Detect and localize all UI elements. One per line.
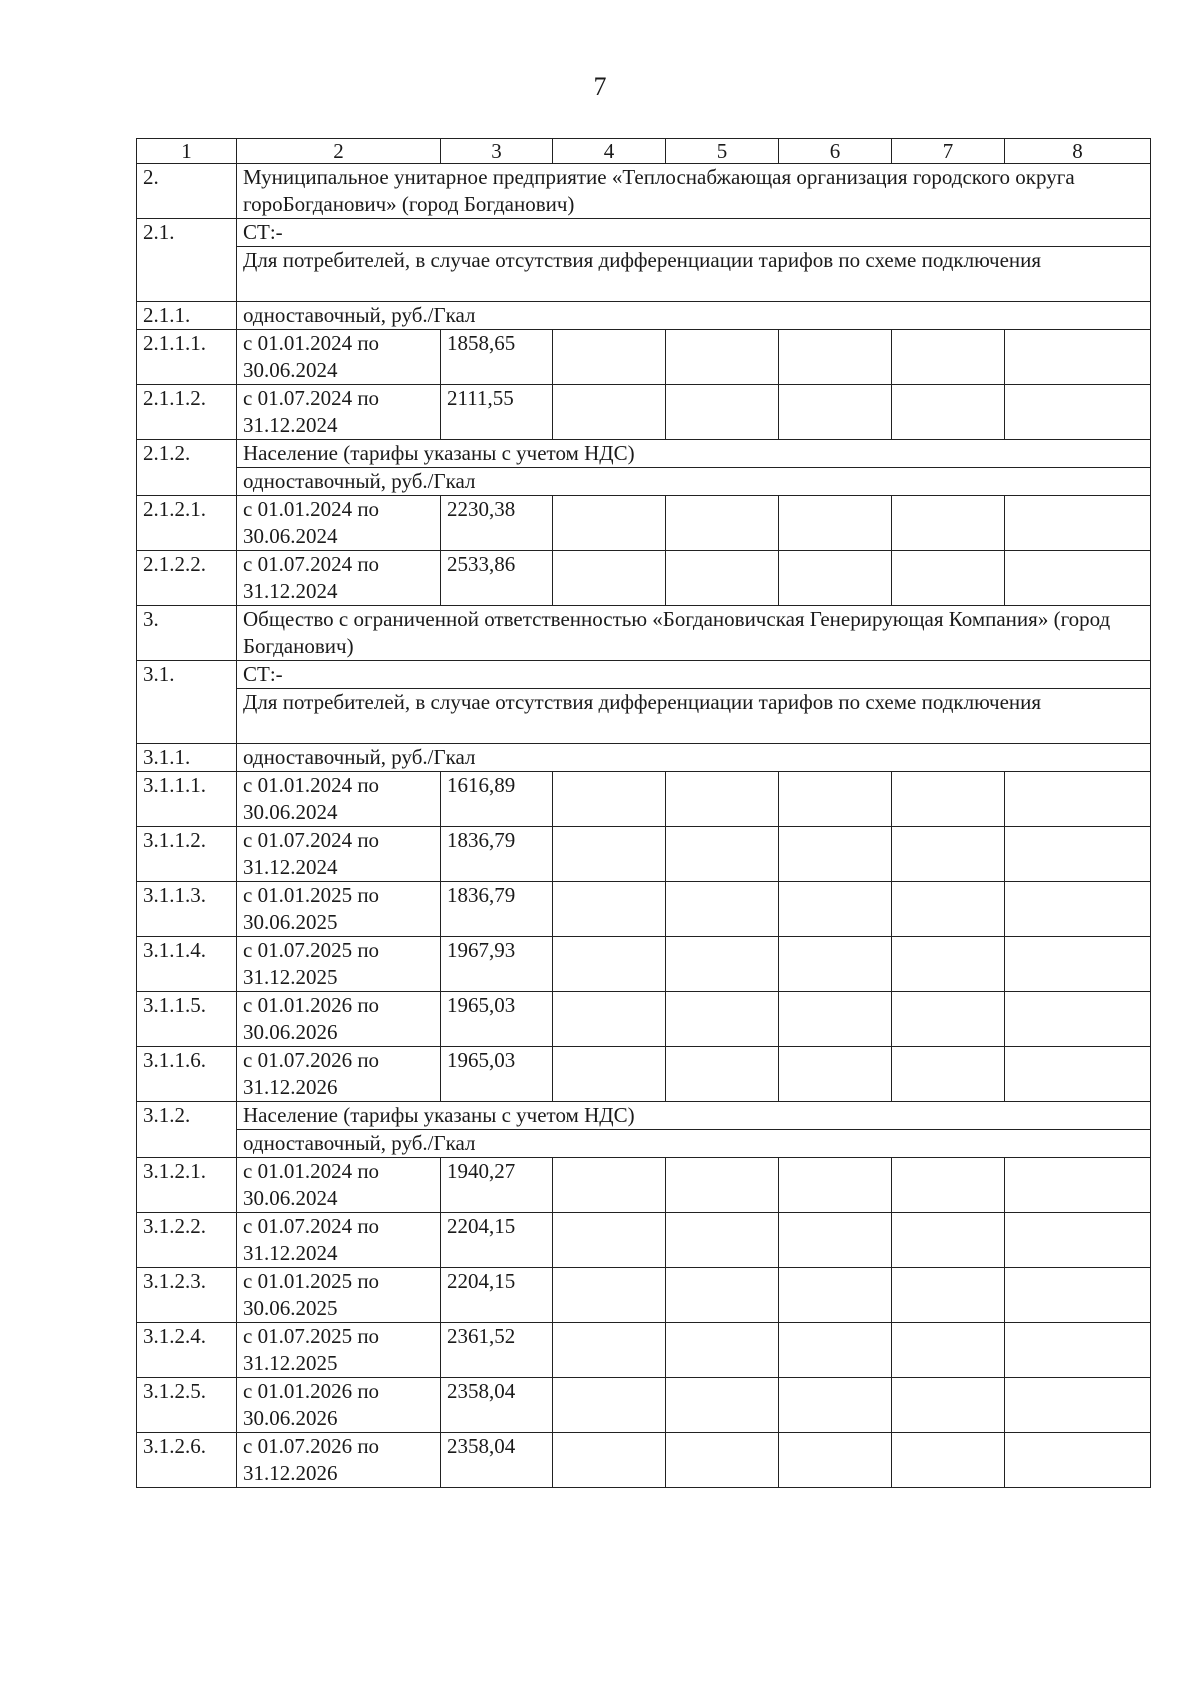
consumers-label: Для потребителей, в случае отсутствия дифференциации тарифов по схеме подключения (237, 247, 1151, 302)
row-number: 3.1.1.6. (137, 1047, 237, 1102)
empty-cell (666, 827, 779, 882)
empty-cell (666, 1158, 779, 1213)
empty-cell (553, 1378, 666, 1433)
empty-cell (666, 1433, 779, 1488)
one-rate-label: одноставочный, руб./Гкал (237, 468, 1151, 496)
table-row (137, 1323, 1151, 1378)
empty-cell (1005, 1047, 1151, 1102)
empty-cell (553, 937, 666, 992)
table-row (137, 772, 1151, 827)
period: с 01.07.2026 по 31.12.2026 (237, 1047, 441, 1102)
row-number: 3. (137, 606, 237, 661)
tariff-value: 1836,79 (441, 827, 553, 882)
tariff-value: 2230,38 (441, 496, 553, 551)
empty-cell (666, 1268, 779, 1323)
period: с 01.07.2026 по 31.12.2026 (237, 1433, 441, 1488)
row-number: 3.1.1.2. (137, 827, 237, 882)
header-cell: 5 (666, 139, 779, 164)
row-number: 3.1. (137, 661, 237, 744)
empty-cell (553, 330, 666, 385)
empty-cell (779, 496, 892, 551)
period: с 01.01.2024 по 30.06.2024 (237, 772, 441, 827)
empty-cell (666, 385, 779, 440)
empty-cell (892, 1323, 1005, 1378)
empty-cell (779, 385, 892, 440)
empty-cell (892, 827, 1005, 882)
empty-cell (553, 827, 666, 882)
header-cell: 6 (779, 139, 892, 164)
empty-cell (553, 1158, 666, 1213)
tariff-value: 1858,65 (441, 330, 553, 385)
tariff-value: 2204,15 (441, 1213, 553, 1268)
table-row (137, 247, 1151, 302)
header-cell: 8 (1005, 139, 1151, 164)
empty-cell (553, 992, 666, 1047)
table-row (137, 1433, 1151, 1488)
empty-cell (1005, 772, 1151, 827)
empty-cell (779, 330, 892, 385)
empty-cell (1005, 330, 1151, 385)
table-row (137, 937, 1151, 992)
empty-cell (553, 1268, 666, 1323)
table-row (137, 1213, 1151, 1268)
tariff-value: 2361,52 (441, 1323, 553, 1378)
period: с 01.01.2026 по 30.06.2026 (237, 992, 441, 1047)
page-number: 7 (593, 72, 607, 101)
table-row (137, 496, 1151, 551)
empty-cell (779, 937, 892, 992)
tariff-value: 1967,93 (441, 937, 553, 992)
table-row (137, 440, 1151, 468)
empty-cell (1005, 827, 1151, 882)
table-row (137, 302, 1151, 330)
st-label: СТ:- (237, 219, 1151, 247)
empty-cell (892, 1268, 1005, 1323)
table-row (137, 385, 1151, 440)
empty-cell (553, 1433, 666, 1488)
empty-cell (779, 882, 892, 937)
table-row (137, 744, 1151, 772)
empty-cell (666, 496, 779, 551)
tariff-value: 1616,89 (441, 772, 553, 827)
empty-cell (666, 551, 779, 606)
empty-cell (666, 937, 779, 992)
row-number: 2.1.2.2. (137, 551, 237, 606)
period: с 01.01.2026 по 30.06.2026 (237, 1378, 441, 1433)
row-number: 3.1.2.2. (137, 1213, 237, 1268)
empty-cell (892, 551, 1005, 606)
tariff-value: 2111,55 (441, 385, 553, 440)
one-rate-label: одноставочный, руб./Гкал (237, 744, 1151, 772)
empty-cell (1005, 992, 1151, 1047)
period: с 01.07.2024 по 31.12.2024 (237, 1213, 441, 1268)
empty-cell (892, 1378, 1005, 1433)
period: с 01.01.2024 по 30.06.2024 (237, 330, 441, 385)
empty-cell (553, 496, 666, 551)
row-number: 2.1.2. (137, 440, 237, 496)
empty-cell (553, 772, 666, 827)
table-row (137, 882, 1151, 937)
row-number: 2.1.1. (137, 302, 237, 330)
table-row (137, 1047, 1151, 1102)
tariff-table (136, 138, 1151, 1488)
table-row (137, 1130, 1151, 1158)
period: с 01.07.2024 по 31.12.2024 (237, 827, 441, 882)
empty-cell (1005, 1323, 1151, 1378)
table-row (137, 468, 1151, 496)
period: с 01.01.2024 по 30.06.2024 (237, 1158, 441, 1213)
empty-cell (779, 1158, 892, 1213)
empty-cell (779, 1268, 892, 1323)
row-number: 2.1.1.2. (137, 385, 237, 440)
empty-cell (779, 827, 892, 882)
table-row (137, 219, 1151, 247)
empty-cell (779, 1323, 892, 1378)
table-row (137, 551, 1151, 606)
empty-cell (553, 1213, 666, 1268)
row-number: 3.1.1.1. (137, 772, 237, 827)
empty-cell (1005, 882, 1151, 937)
table-row (137, 827, 1151, 882)
empty-cell (666, 1323, 779, 1378)
empty-cell (892, 1213, 1005, 1268)
row-number: 3.1.1.5. (137, 992, 237, 1047)
empty-cell (892, 1047, 1005, 1102)
empty-cell (779, 772, 892, 827)
empty-cell (553, 385, 666, 440)
one-rate-label: одноставочный, руб./Гкал (237, 302, 1151, 330)
table-row (137, 661, 1151, 689)
row-number: 3.1.2.6. (137, 1433, 237, 1488)
table-row (137, 1378, 1151, 1433)
empty-cell (779, 1378, 892, 1433)
tariff-value: 1940,27 (441, 1158, 553, 1213)
st-label: СТ:- (237, 661, 1151, 689)
empty-cell (1005, 1268, 1151, 1323)
header-row (137, 139, 1151, 164)
table-row (137, 1102, 1151, 1130)
tariff-value: 2204,15 (441, 1268, 553, 1323)
table-row (137, 689, 1151, 744)
period: с 01.07.2025 по 31.12.2025 (237, 1323, 441, 1378)
tariff-value: 1965,03 (441, 992, 553, 1047)
header-cell: 1 (137, 139, 237, 164)
org-name: Общество с ограниченной ответственностью «Богдановичская Генерирующая Компания» (город Богданович) (237, 606, 1151, 661)
empty-cell (666, 772, 779, 827)
empty-cell (1005, 937, 1151, 992)
row-number: 3.1.2. (137, 1102, 237, 1158)
row-number: 3.1.2.1. (137, 1158, 237, 1213)
row-number: 2.1.2.1. (137, 496, 237, 551)
empty-cell (892, 882, 1005, 937)
empty-cell (666, 992, 779, 1047)
empty-cell (1005, 496, 1151, 551)
empty-cell (892, 385, 1005, 440)
row-number: 3.1.2.3. (137, 1268, 237, 1323)
row-number: 2.1. (137, 219, 237, 302)
one-rate-label: одноставочный, руб./Гкал (237, 1130, 1151, 1158)
tariff-value: 1965,03 (441, 1047, 553, 1102)
empty-cell (666, 1378, 779, 1433)
empty-cell (779, 551, 892, 606)
empty-cell (666, 1047, 779, 1102)
period: с 01.07.2024 по 31.12.2024 (237, 551, 441, 606)
tariff-value: 1836,79 (441, 882, 553, 937)
empty-cell (892, 772, 1005, 827)
period: с 01.01.2025 по 30.06.2025 (237, 1268, 441, 1323)
consumers-label: Для потребителей, в случае отсутствия дифференциации тарифов по схеме подключения (237, 689, 1151, 744)
empty-cell (779, 992, 892, 1047)
table-row (137, 992, 1151, 1047)
empty-cell (779, 1213, 892, 1268)
row-number: 2.1.1.1. (137, 330, 237, 385)
empty-cell (666, 330, 779, 385)
empty-cell (1005, 1378, 1151, 1433)
row-number: 3.1.1.4. (137, 937, 237, 992)
row-number: 3.1.2.4. (137, 1323, 237, 1378)
empty-cell (666, 1213, 779, 1268)
period: с 01.01.2025 по 30.06.2025 (237, 882, 441, 937)
header-cell: 2 (237, 139, 441, 164)
empty-cell (892, 330, 1005, 385)
org-name: Муниципальное унитарное предприятие «Теплоснабжающая организация городского округа гороБогданович» (город Богданович) (237, 164, 1151, 219)
empty-cell (892, 937, 1005, 992)
header-cell: 3 (441, 139, 553, 164)
header-cell: 4 (553, 139, 666, 164)
period: с 01.07.2025 по 31.12.2025 (237, 937, 441, 992)
empty-cell (553, 1047, 666, 1102)
empty-cell (553, 882, 666, 937)
empty-cell (1005, 1433, 1151, 1488)
table-row (137, 1158, 1151, 1213)
empty-cell (553, 1323, 666, 1378)
empty-cell (553, 551, 666, 606)
empty-cell (892, 1158, 1005, 1213)
empty-cell (779, 1047, 892, 1102)
org-row (137, 164, 1151, 219)
header-cell: 7 (892, 139, 1005, 164)
empty-cell (779, 1433, 892, 1488)
empty-cell (892, 496, 1005, 551)
empty-cell (892, 1433, 1005, 1488)
empty-cell (892, 992, 1005, 1047)
empty-cell (666, 882, 779, 937)
tariff-value: 2533,86 (441, 551, 553, 606)
table-row (137, 1268, 1151, 1323)
org-row (137, 606, 1151, 661)
row-number: 2. (137, 164, 237, 219)
period: с 01.01.2024 по 30.06.2024 (237, 496, 441, 551)
row-number: 3.1.2.5. (137, 1378, 237, 1433)
empty-cell (1005, 1213, 1151, 1268)
empty-cell (1005, 1158, 1151, 1213)
population-label: Население (тарифы указаны с учетом НДС) (237, 440, 1151, 468)
tariff-value: 2358,04 (441, 1433, 553, 1488)
period: с 01.07.2024 по 31.12.2024 (237, 385, 441, 440)
population-label: Население (тарифы указаны с учетом НДС) (237, 1102, 1151, 1130)
empty-cell (1005, 551, 1151, 606)
row-number: 3.1.1. (137, 744, 237, 772)
table-row (137, 330, 1151, 385)
row-number: 3.1.1.3. (137, 882, 237, 937)
empty-cell (1005, 385, 1151, 440)
tariff-value: 2358,04 (441, 1378, 553, 1433)
